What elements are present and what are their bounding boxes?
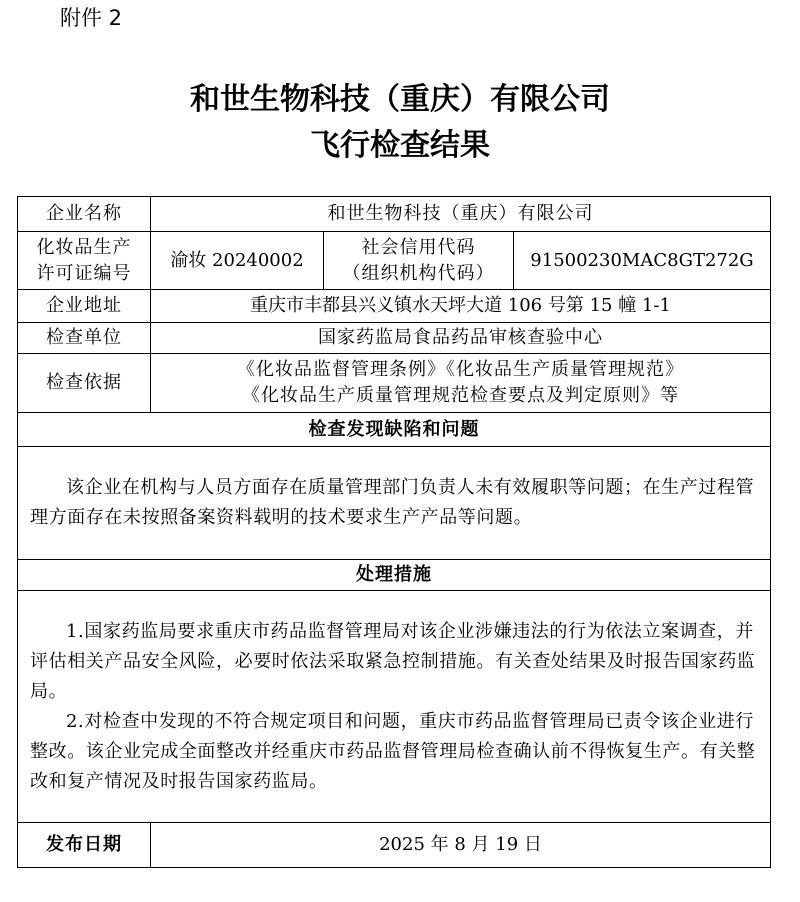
basis-line2: 《化妆品生产质量管理规范检查要点及判定原则》等 [242,385,679,406]
credit-label-line1: 社会信用代码 [361,236,476,258]
address-value: 重庆市丰都县兴义镇水天坪大道 106 号第 15 幢 1-1 [151,290,771,323]
page-title: 和世生物科技（重庆）有限公司 [190,82,610,117]
credit-code-label [324,232,514,290]
findings-paragraph: 该企业在机构与人员方面存在质量管理部门负责人未有效履职等问题；在生产过程管理方面存在未按照备案资料载明的技术要求生产产品等问题。 [30,477,755,528]
table-row [18,197,771,232]
inspector-label: 检查单位 [18,323,151,354]
release-date-label: 发布日期 [18,823,151,868]
license-number-value: 渝妆 20240002 [151,232,324,290]
company-name-value: 和世生物科技（重庆）有限公司 [151,197,771,232]
attachment-label: 附件 2 [60,6,123,30]
measure-item-1: 1.国家药监局要求重庆市药品监督管理局对该企业涉嫌违法的行为依法立案调查，并评估相关产品安全风险，必要时依法采取紧急控制措施。有关查处结果及时报告国家药监局。 [30,620,756,702]
measures-header: 处理措施 [18,560,771,591]
table-row [18,413,771,447]
table-row [18,823,771,868]
basis-value [151,354,771,413]
findings-text [18,447,771,560]
table-row [18,354,771,413]
credit-label-line2: （组织机构代码） [342,262,495,284]
license-label [18,232,151,290]
page-subtitle: 飞行检查结果 [310,128,490,163]
table-row [18,323,771,354]
license-label-line2: 许可证编号 [36,262,132,284]
table-row [18,591,771,823]
findings-header: 检查发现缺陷和问题 [18,413,771,447]
inspector-value: 国家药监局食品药品审核查验中心 [151,323,771,354]
credit-code-value: 91500230MAC8GT272G [514,232,771,290]
measure-item-2: 2.对检查中发现的不符合规定项目和问题，重庆市药品监督管理局已责令该企业进行整改。该企业完成全面整改并经重庆市药品监督管理局检查确认前不得恢复生产。有关整改和复产情况及时报告国家药监局。 [30,710,756,792]
inspection-result-table [17,196,771,868]
measures-text [18,591,771,823]
release-date-value: 2025 年 8 月 19 日 [151,823,771,868]
license-label-line1: 化妆品生产 [36,236,132,258]
basis-label: 检查依据 [18,354,151,413]
company-name-label: 企业名称 [18,197,151,232]
address-label: 企业地址 [18,290,151,323]
basis-line1: 《化妆品监督管理条例》《化妆品生产质量管理规范》 [237,359,684,380]
table-row [18,290,771,323]
table-row [18,447,771,560]
table-row [18,232,771,290]
table-row [18,560,771,591]
